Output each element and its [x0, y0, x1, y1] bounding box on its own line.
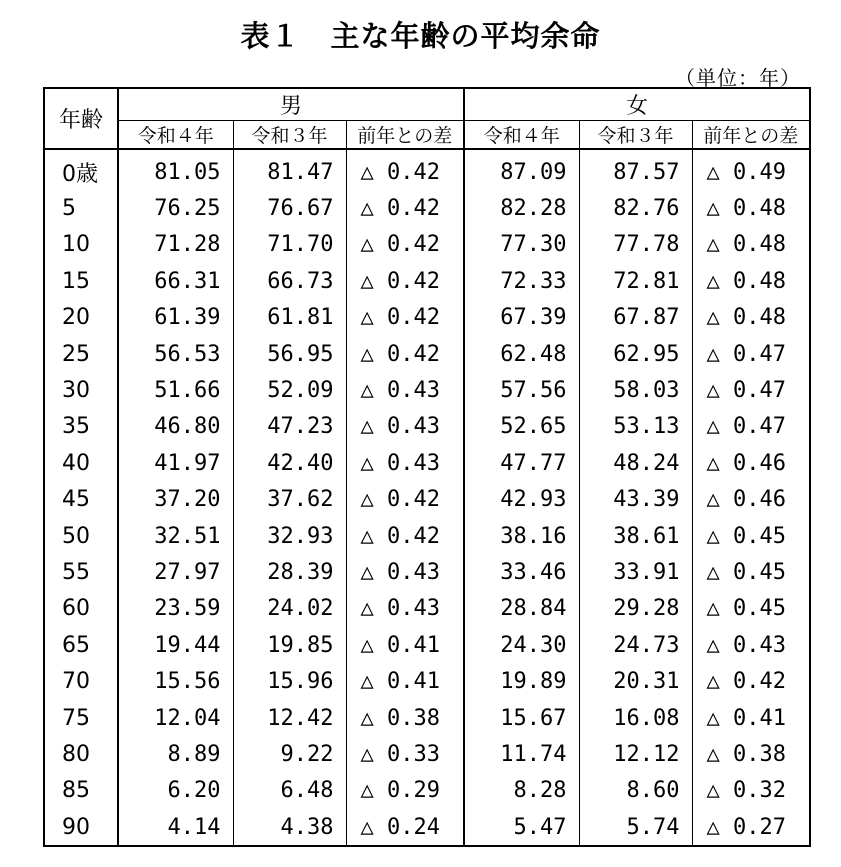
table-row	[44, 227, 810, 263]
table-row	[44, 773, 810, 809]
header-female-reiwa4: 令和４年	[464, 121, 579, 150]
female-reiwa3-cell: 38.61	[579, 518, 692, 554]
female-reiwa4-cell: 28.84	[464, 591, 579, 627]
female-reiwa3-cell: 29.28	[579, 591, 692, 627]
table-row	[44, 736, 810, 772]
male-reiwa4-cell: 76.25	[118, 190, 233, 226]
female-diff-cell: △ 0.47	[692, 372, 810, 408]
male-reiwa3-cell: 37.62	[233, 482, 346, 518]
female-reiwa4-cell: 42.93	[464, 482, 579, 518]
female-diff-cell: △ 0.49	[692, 149, 810, 190]
female-reiwa4-cell: 11.74	[464, 736, 579, 772]
male-reiwa4-cell: 81.05	[118, 149, 233, 190]
female-diff-cell: △ 0.48	[692, 190, 810, 226]
male-reiwa3-cell: 9.22	[233, 736, 346, 772]
female-reiwa4-cell: 62.48	[464, 336, 579, 372]
female-diff-cell: △ 0.45	[692, 591, 810, 627]
page-title: 表１ 主な年齢の平均余命	[240, 19, 601, 53]
age-cell: 40	[44, 445, 118, 481]
female-reiwa4-cell: 87.09	[464, 149, 579, 190]
male-reiwa4-cell: 12.04	[118, 700, 233, 736]
male-diff-cell: △ 0.42	[346, 518, 464, 554]
female-reiwa4-cell: 67.39	[464, 300, 579, 336]
female-diff-cell: △ 0.45	[692, 518, 810, 554]
header-male-diff: 前年との差	[346, 121, 464, 150]
table-row	[44, 445, 810, 481]
male-diff-cell: △ 0.43	[346, 554, 464, 590]
male-reiwa4-cell: 6.20	[118, 773, 233, 809]
female-reiwa4-cell: 72.33	[464, 263, 579, 299]
age-cell: 85	[44, 773, 118, 809]
header-age: 年齢	[44, 88, 118, 149]
female-reiwa3-cell: 72.81	[579, 263, 692, 299]
female-reiwa3-cell: 5.74	[579, 809, 692, 846]
table-row	[44, 627, 810, 663]
age-cell: 70	[44, 663, 118, 699]
female-reiwa3-cell: 24.73	[579, 627, 692, 663]
male-reiwa3-cell: 81.47	[233, 149, 346, 190]
male-diff-cell: △ 0.41	[346, 627, 464, 663]
female-diff-cell: △ 0.48	[692, 300, 810, 336]
table-row	[44, 554, 810, 590]
male-reiwa3-cell: 4.38	[233, 809, 346, 846]
age-cell: 35	[44, 409, 118, 445]
male-diff-cell: △ 0.43	[346, 409, 464, 445]
female-reiwa3-cell: 77.78	[579, 227, 692, 263]
male-reiwa4-cell: 41.97	[118, 445, 233, 481]
female-reiwa4-cell: 8.28	[464, 773, 579, 809]
female-reiwa3-cell: 58.03	[579, 372, 692, 408]
female-reiwa3-cell: 20.31	[579, 663, 692, 699]
female-reiwa4-cell: 19.89	[464, 663, 579, 699]
male-diff-cell: △ 0.42	[346, 149, 464, 190]
female-reiwa3-cell: 67.87	[579, 300, 692, 336]
age-cell: 20	[44, 300, 118, 336]
header-female-reiwa3: 令和３年	[579, 121, 692, 150]
female-reiwa3-cell: 33.91	[579, 554, 692, 590]
male-reiwa3-cell: 61.81	[233, 300, 346, 336]
male-reiwa4-cell: 56.53	[118, 336, 233, 372]
female-reiwa4-cell: 15.67	[464, 700, 579, 736]
male-reiwa4-cell: 46.80	[118, 409, 233, 445]
female-reiwa3-cell: 43.39	[579, 482, 692, 518]
age-cell: 25	[44, 336, 118, 372]
female-reiwa3-cell: 8.60	[579, 773, 692, 809]
male-reiwa3-cell: 71.70	[233, 227, 346, 263]
header-male: 男	[118, 88, 464, 121]
header-female: 女	[464, 88, 810, 121]
female-diff-cell: △ 0.46	[692, 445, 810, 481]
male-diff-cell: △ 0.38	[346, 700, 464, 736]
table-body	[44, 149, 810, 846]
male-reiwa4-cell: 27.97	[118, 554, 233, 590]
male-reiwa3-cell: 42.40	[233, 445, 346, 481]
table-row	[44, 809, 810, 846]
age-cell: 5	[44, 190, 118, 226]
header-female-diff: 前年との差	[692, 121, 810, 150]
male-reiwa4-cell: 8.89	[118, 736, 233, 772]
female-reiwa3-cell: 16.08	[579, 700, 692, 736]
male-reiwa3-cell: 52.09	[233, 372, 346, 408]
male-diff-cell: △ 0.42	[346, 336, 464, 372]
male-reiwa4-cell: 15.56	[118, 663, 233, 699]
male-diff-cell: △ 0.29	[346, 773, 464, 809]
table-row	[44, 482, 810, 518]
male-reiwa3-cell: 47.23	[233, 409, 346, 445]
female-reiwa4-cell: 82.28	[464, 190, 579, 226]
male-reiwa3-cell: 12.42	[233, 700, 346, 736]
table-row	[44, 409, 810, 445]
age-cell: 90	[44, 809, 118, 846]
female-reiwa4-cell: 5.47	[464, 809, 579, 846]
female-diff-cell: △ 0.41	[692, 700, 810, 736]
age-cell: 65	[44, 627, 118, 663]
female-diff-cell: △ 0.47	[692, 336, 810, 372]
male-reiwa4-cell: 61.39	[118, 300, 233, 336]
female-reiwa3-cell: 48.24	[579, 445, 692, 481]
female-diff-cell: △ 0.42	[692, 663, 810, 699]
female-diff-cell: △ 0.47	[692, 409, 810, 445]
female-reiwa4-cell: 57.56	[464, 372, 579, 408]
female-diff-cell: △ 0.48	[692, 263, 810, 299]
male-reiwa4-cell: 32.51	[118, 518, 233, 554]
age-cell: 60	[44, 591, 118, 627]
male-reiwa3-cell: 66.73	[233, 263, 346, 299]
male-diff-cell: △ 0.42	[346, 263, 464, 299]
male-diff-cell: △ 0.42	[346, 190, 464, 226]
female-reiwa4-cell: 47.77	[464, 445, 579, 481]
male-diff-cell: △ 0.43	[346, 372, 464, 408]
table-row	[44, 149, 810, 190]
age-cell: 10	[44, 227, 118, 263]
age-cell: 80	[44, 736, 118, 772]
male-diff-cell: △ 0.33	[346, 736, 464, 772]
age-cell: 50	[44, 518, 118, 554]
table-row	[44, 372, 810, 408]
table-row	[44, 700, 810, 736]
male-reiwa4-cell: 51.66	[118, 372, 233, 408]
table-row	[44, 336, 810, 372]
age-cell: 30	[44, 372, 118, 408]
female-diff-cell: △ 0.45	[692, 554, 810, 590]
male-reiwa4-cell: 66.31	[118, 263, 233, 299]
male-diff-cell: △ 0.43	[346, 445, 464, 481]
male-diff-cell: △ 0.42	[346, 482, 464, 518]
life-expectancy-table	[43, 87, 811, 847]
female-diff-cell: △ 0.43	[692, 627, 810, 663]
female-reiwa4-cell: 24.30	[464, 627, 579, 663]
male-reiwa3-cell: 6.48	[233, 773, 346, 809]
male-reiwa3-cell: 28.39	[233, 554, 346, 590]
male-reiwa4-cell: 23.59	[118, 591, 233, 627]
female-diff-cell: △ 0.27	[692, 809, 810, 846]
female-reiwa4-cell: 38.16	[464, 518, 579, 554]
male-diff-cell: △ 0.42	[346, 300, 464, 336]
female-reiwa3-cell: 53.13	[579, 409, 692, 445]
female-reiwa3-cell: 87.57	[579, 149, 692, 190]
male-reiwa3-cell: 24.02	[233, 591, 346, 627]
table-row	[44, 663, 810, 699]
male-reiwa4-cell: 71.28	[118, 227, 233, 263]
female-diff-cell: △ 0.32	[692, 773, 810, 809]
male-reiwa3-cell: 32.93	[233, 518, 346, 554]
male-reiwa3-cell: 15.96	[233, 663, 346, 699]
male-diff-cell: △ 0.43	[346, 591, 464, 627]
table-row	[44, 190, 810, 226]
male-reiwa3-cell: 56.95	[233, 336, 346, 372]
female-reiwa3-cell: 62.95	[579, 336, 692, 372]
female-reiwa4-cell: 77.30	[464, 227, 579, 263]
male-diff-cell: △ 0.41	[346, 663, 464, 699]
age-cell: 55	[44, 554, 118, 590]
male-reiwa3-cell: 76.67	[233, 190, 346, 226]
table-row	[44, 591, 810, 627]
female-reiwa3-cell: 82.76	[579, 190, 692, 226]
male-reiwa4-cell: 4.14	[118, 809, 233, 846]
female-diff-cell: △ 0.38	[692, 736, 810, 772]
female-reiwa4-cell: 33.46	[464, 554, 579, 590]
table-row	[44, 263, 810, 299]
table-row	[44, 518, 810, 554]
male-reiwa4-cell: 19.44	[118, 627, 233, 663]
male-reiwa4-cell: 37.20	[118, 482, 233, 518]
female-diff-cell: △ 0.46	[692, 482, 810, 518]
table-row	[44, 300, 810, 336]
age-cell: 75	[44, 700, 118, 736]
unit-label: （単位：年）	[675, 66, 801, 90]
male-diff-cell: △ 0.42	[346, 227, 464, 263]
male-reiwa3-cell: 19.85	[233, 627, 346, 663]
female-reiwa3-cell: 12.12	[579, 736, 692, 772]
age-cell: 15	[44, 263, 118, 299]
age-cell: 0歳	[44, 149, 118, 190]
male-diff-cell: △ 0.24	[346, 809, 464, 846]
age-cell: 45	[44, 482, 118, 518]
female-reiwa4-cell: 52.65	[464, 409, 579, 445]
header-male-reiwa3: 令和３年	[233, 121, 346, 150]
female-diff-cell: △ 0.48	[692, 227, 810, 263]
header-male-reiwa4: 令和４年	[118, 121, 233, 150]
